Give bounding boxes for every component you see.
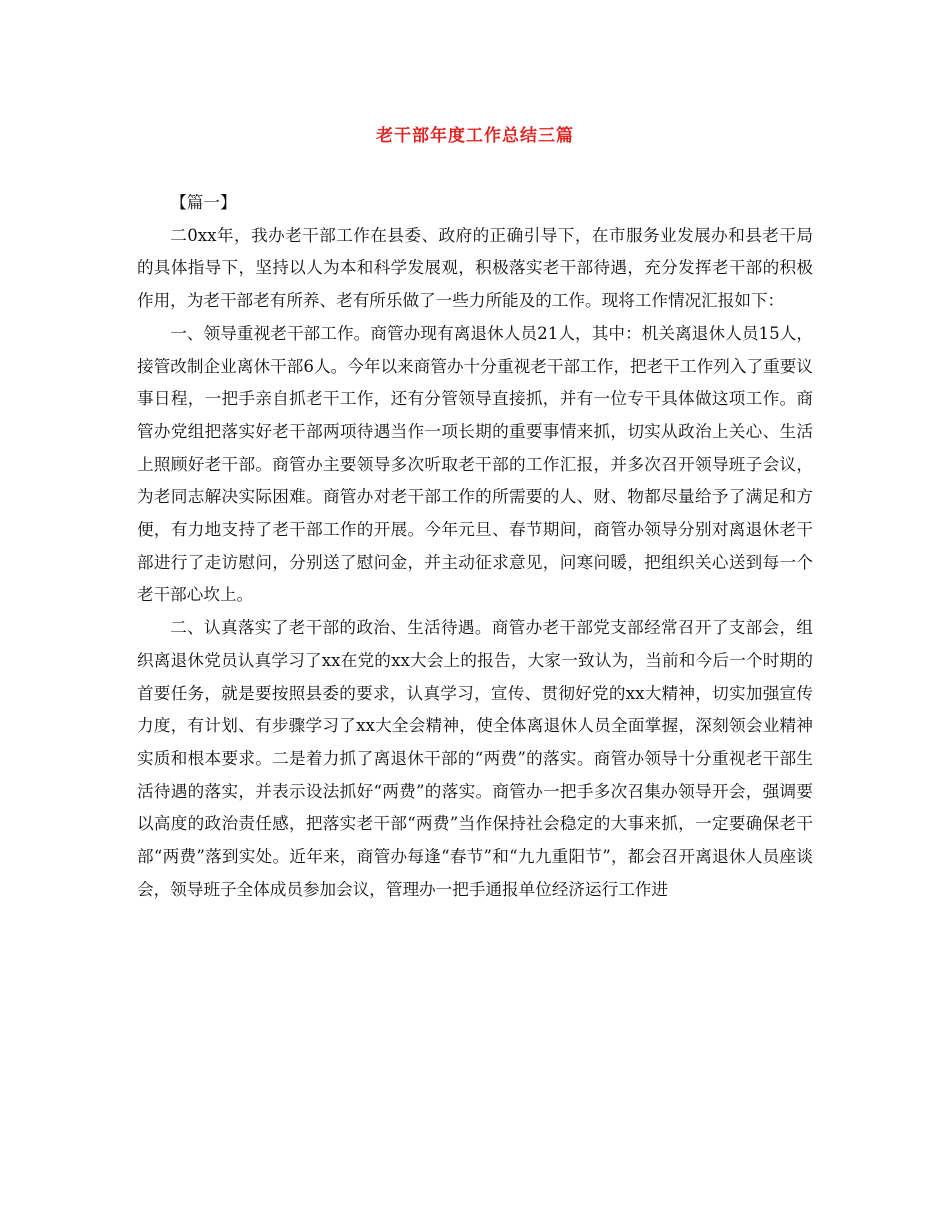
paragraph-section-one: 一、领导重视老干部工作。商管办现有离退休人员21人，其中：机关离退休人员15人，接管改制企业离休干部6人。今年以来商管办十分重视老干部工作，把老干工作列入了重要议事日程，一把手亲自抓老干工作，还有分管领导直接抓，并有一位专干具体做这项工作。商管办党组把落实好老干部两项待遇当作一项长期的重要事情来抓，切实从政治上关心、生活上照顾好老干部。商管办主要领导多次听取老干部的工作汇报，并多次召开领导班子会议，为老同志解决实际困难。商管办对老干部工作的所需要的人、财、物都尽量给予了满足和方便，有力地支持了老干部工作的开展。今年元旦、春节期间，商管办领导分别对离退休老干部进行了走访慰问，分别送了慰问金，并主动征求意见，问寒问暖，把组织关心送到每一个老干部心坎上。 [137, 323, 813, 605]
document-title: 老干部年度工作总结三篇 [376, 126, 574, 146]
section-label: 【篇一】 [170, 193, 237, 212]
paragraph-section-two: 二、认真落实了老干部的政治、生活待遇。商管办老干部党支部经常召开了支部会，组织离退休党员认真学习了xx在党的xx大会上的报告，大家一致认为，当前和今后一个时期的首要任务，就是要按照县委的要求，认真学习，宣传、贯彻好党的xx大精神，切实加强宣传力度，有计划、有步骤学习了xx大全会精神，使全体离退休人员全面掌握，深刻领会业精神实质和根本要求。二是着力抓了离退休干部的“两费”的落实。商管办领导十分重视老干部生活待遇的落实，并表示设法抓好“两费”的落实。商管办一把手多次召集办领导开会，强调要以高度的政治责任感，把落实老干部“两费”当作保持社会稳定的大事来抓，一定要确保老干部“两费”落到实处。近年来，商管办每逢“春节”和“九九重阳节”，都会召开离退休人员座谈会，领导班子全体成员参加会议，管理办一把手通报单位经济运行工作进 [137, 618, 813, 899]
document-body [137, 187, 813, 906]
paragraph-intro: 二0xx年，我办老干部工作在县委、政府的正确引导下，在市服务业发展办和县老干局的具体指导下，坚持以人为本和科学发展观，积极落实老干部待遇，充分发挥老干部的积极作用，为老干部老有所养、老有所乐做了一些力所能及的工作。现将工作情况汇报如下： [137, 225, 813, 311]
